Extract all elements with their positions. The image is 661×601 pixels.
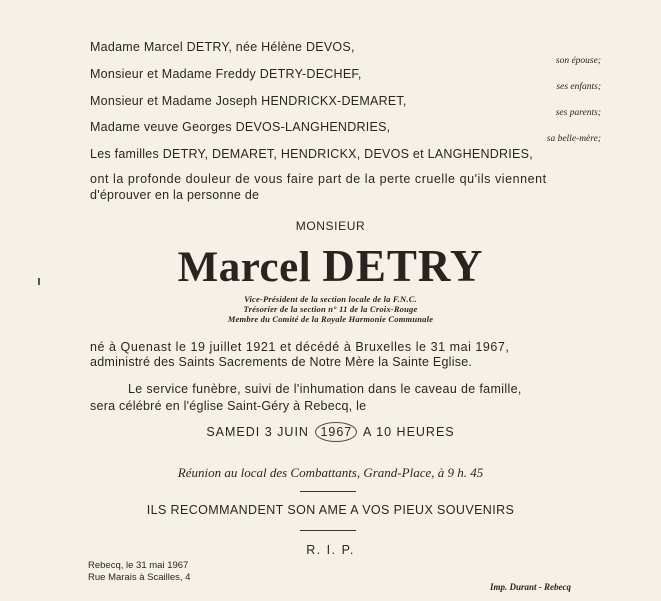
role-children: ses enfants; — [556, 82, 601, 92]
service-line-1: Le service funèbre, suivi de l'inhumation dans le caveau de famille, — [128, 382, 522, 396]
date-year-circled: 1967 — [315, 422, 357, 442]
intro-line-1: ont la profonde douleur de vous faire part de la perte cruelle qu'ils viennent — [90, 172, 547, 186]
footer-address: Rue Marais à Scailles, 4 — [88, 572, 191, 583]
title-line-2: Trésorier de la section n° 11 de la Croix-Rouge — [243, 304, 418, 314]
bio-line-2: administré des Saints Sacrements de Notre Mère la Sainte Eglise. — [90, 355, 473, 369]
intro-line-2: d'éprouver en la personne de — [90, 188, 260, 202]
service-date — [0, 425, 661, 439]
divider-2 — [300, 530, 356, 531]
printer-credit: Imp. Durant - Rebecq — [490, 582, 571, 592]
service-line-2: sera célébré en l'église Saint-Géry à Rebecq, le — [90, 399, 367, 413]
first-name: Marcel — [177, 244, 312, 291]
last-name: DETRY — [322, 241, 484, 291]
role-parents: ses parents; — [555, 108, 601, 118]
title-line-1: Vice-Président de la section locale de la F.N.C. — [244, 294, 417, 304]
souvenirs-line: ILS RECOMMANDENT SON AME A VOS PIEUX SOUVENIRS — [146, 503, 515, 517]
reunion-note: Réunion au local des Combattants, Grand-Place, à 9 h. 45 — [177, 465, 484, 480]
bio-line-1: né à Quenast le 19 juillet 1921 et décédé à Bruxelles le 31 mai 1967, — [90, 340, 510, 354]
family-line-2: Monsieur et Madame Freddy DETRY-DECHEF, — [90, 67, 362, 81]
footer-place-date: Rebecq, le 31 mai 1967 — [88, 560, 189, 571]
family-line-4: Madame veuve Georges DEVOS-LANGHENDRIES, — [90, 120, 391, 134]
date-day: SAMEDI 3 JUIN — [206, 425, 309, 439]
honorific: MONSIEUR — [295, 219, 366, 233]
family-line-3: Monsieur et Madame Joseph HENDRICKX-DEMARET, — [90, 94, 407, 108]
divider-1 — [300, 491, 356, 492]
deceased-name — [0, 240, 661, 292]
role-spouse: son épouse; — [555, 56, 601, 66]
family-line-1: Madame Marcel DETRY, née Hélène DEVOS, — [90, 40, 355, 54]
role-mother-in-law: sa belle-mère; — [546, 134, 601, 144]
rip: R. I. P. — [306, 543, 355, 557]
title-line-3: Membre du Comité de la Royale Harmonie Communale — [227, 314, 434, 324]
family-line-5: Les familles DETRY, DEMARET, HENDRICKX, DEVOS et LANGHENDRIES, — [90, 147, 533, 161]
date-hour: A 10 HEURES — [363, 425, 455, 439]
